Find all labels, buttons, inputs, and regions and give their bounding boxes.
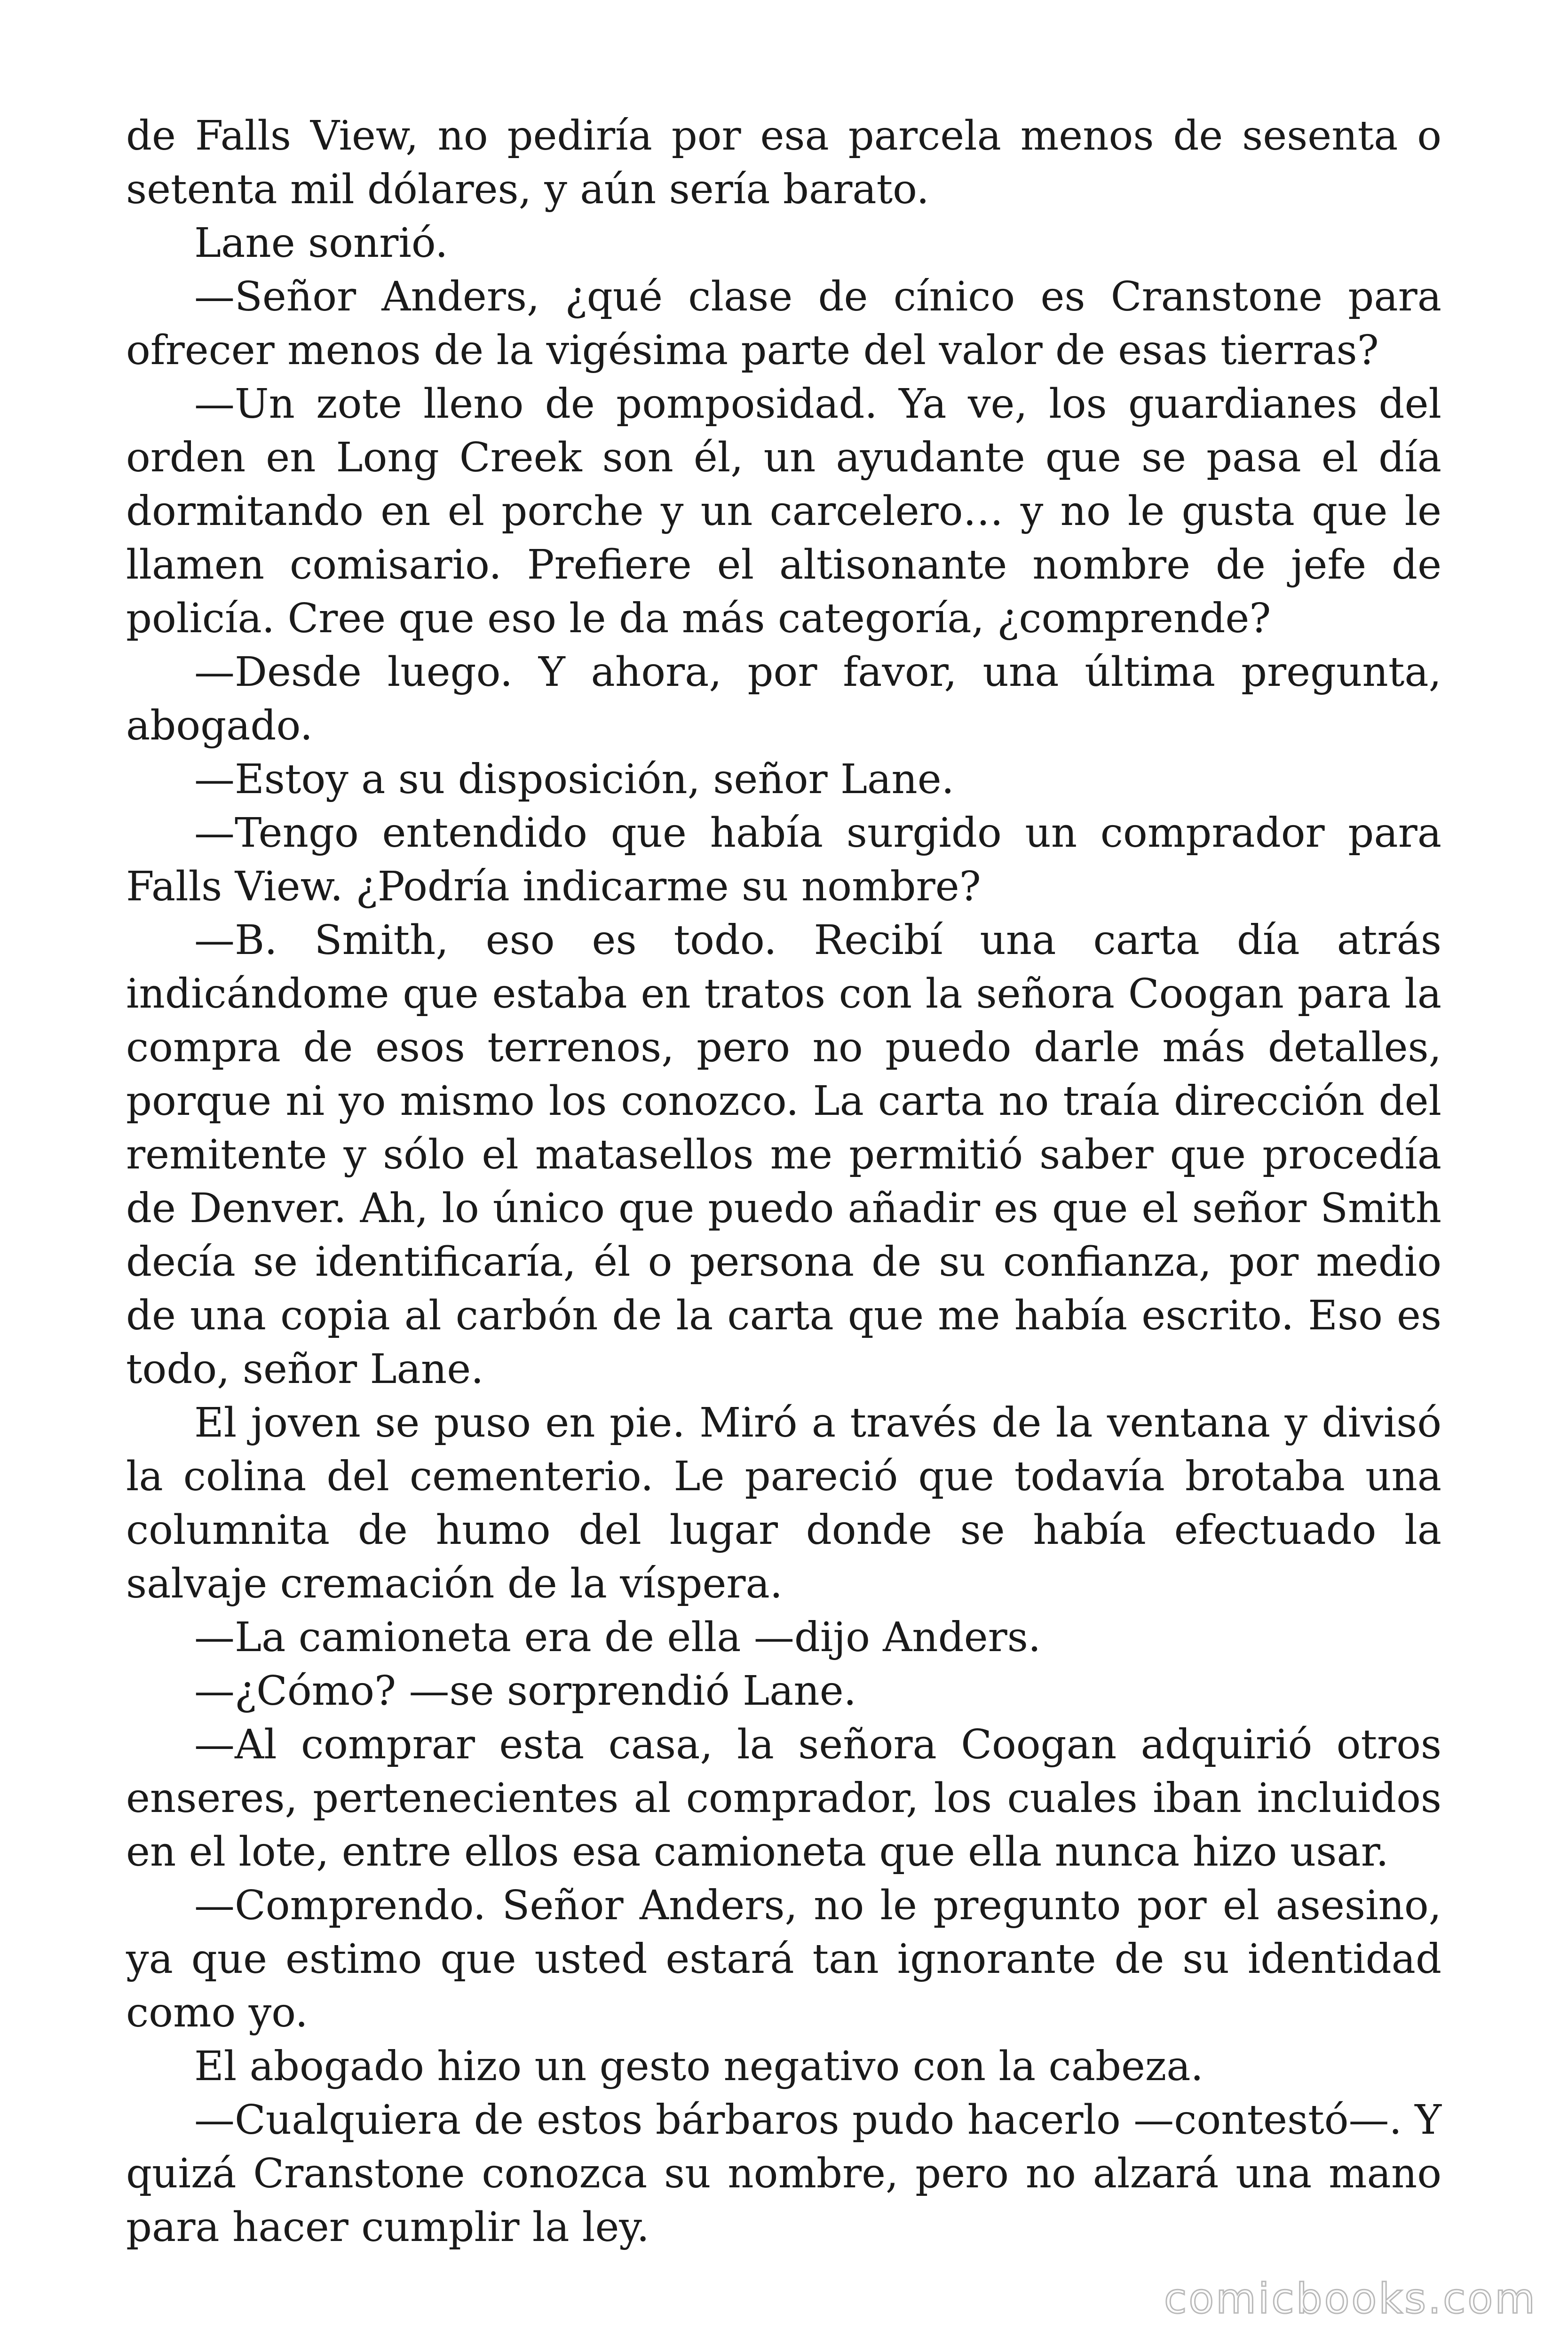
paragraph-9: El joven se puso en pie. Miró a través de la ventana y divisó la colina del cementerio. Le pareció que todavía brotaba una columnita de humo del lugar donde se había efectuado la salvaje cremación de la víspera. <box>126 1399 1441 1607</box>
paragraph-5: —Desde luego. Y ahora, por favor, una última pregunta, abogado. <box>126 649 1441 749</box>
paragraph-14: El abogado hizo un gesto negativo con la cabeza. <box>194 2043 1204 2090</box>
paragraph-3: —Señor Anders, ¿qué clase de cínico es Cranstone para ofrecer menos de la vigésima parte del valor de esas tierras? <box>126 273 1441 374</box>
book-page-text <box>126 109 1441 2254</box>
paragraph-4: —Un zote lleno de pomposidad. Ya ve, los guardianes del orden en Long Creek son él, un ayudante que se pasa el día dormitando en el porche y un carcelero… y no le gusta que le llamen comisario. Prefiere el altisonante nombre de jefe de policía. Cree que eso le da más categoría, ¿comprende? <box>126 381 1441 642</box>
paragraph-6: —Estoy a su disposición, señor Lane. <box>194 756 954 803</box>
paragraph-13: —Comprendo. Señor Anders, no le pregunto por el asesino, ya que estimo que usted estará tan ignorante de su identidad como yo. <box>126 1882 1441 2036</box>
paragraph-8: —B. Smith, eso es todo. Recibí una carta día atrás indicándome que estaba en tratos con la señora Coogan para la compra de esos terrenos, pero no puedo darle más detalles, porque ni yo mismo los conozco. La carta no traía dirección del remitente y sólo el matasellos me permitió saber que procedía de Denver. Ah, lo único que puedo añadir es que el señor Smith decía se identificaría, él o persona de su confianza, por medio de una copia al carbón de la carta que me había escrito. Eso es todo, señor Lane. <box>126 917 1441 1393</box>
site-watermark: comicbooks.com <box>1164 2274 1537 2323</box>
paragraph-15: —Cualquiera de estos bárbaros pudo hacerlo —contestó—. Y quizá Cranstone conozca su nombre, pero no alzará una mano para hacer cumplir la ley. <box>126 2097 1441 2251</box>
paragraph-1: de Falls View, no pediría por esa parcela menos de sesenta o setenta mil dólares, y aún sería barato. <box>126 112 1441 213</box>
paragraph-11: —¿Cómo? —se sorprendió Lane. <box>194 1668 856 1715</box>
paragraph-12: —Al comprar esta casa, la señora Coogan adquirió otros enseres, pertenecientes al comprador, los cuales iban incluidos en el lote, entre ellos esa camioneta que ella nunca hizo usar. <box>126 1721 1441 1875</box>
paragraph-2: Lane sonrió. <box>194 220 448 267</box>
paragraph-10: —La camioneta era de ella —dijo Anders. <box>194 1614 1041 1661</box>
paragraph-7: —Tengo entendido que había surgido un comprador para Falls View. ¿Podría indicarme su nombre? <box>126 810 1441 910</box>
